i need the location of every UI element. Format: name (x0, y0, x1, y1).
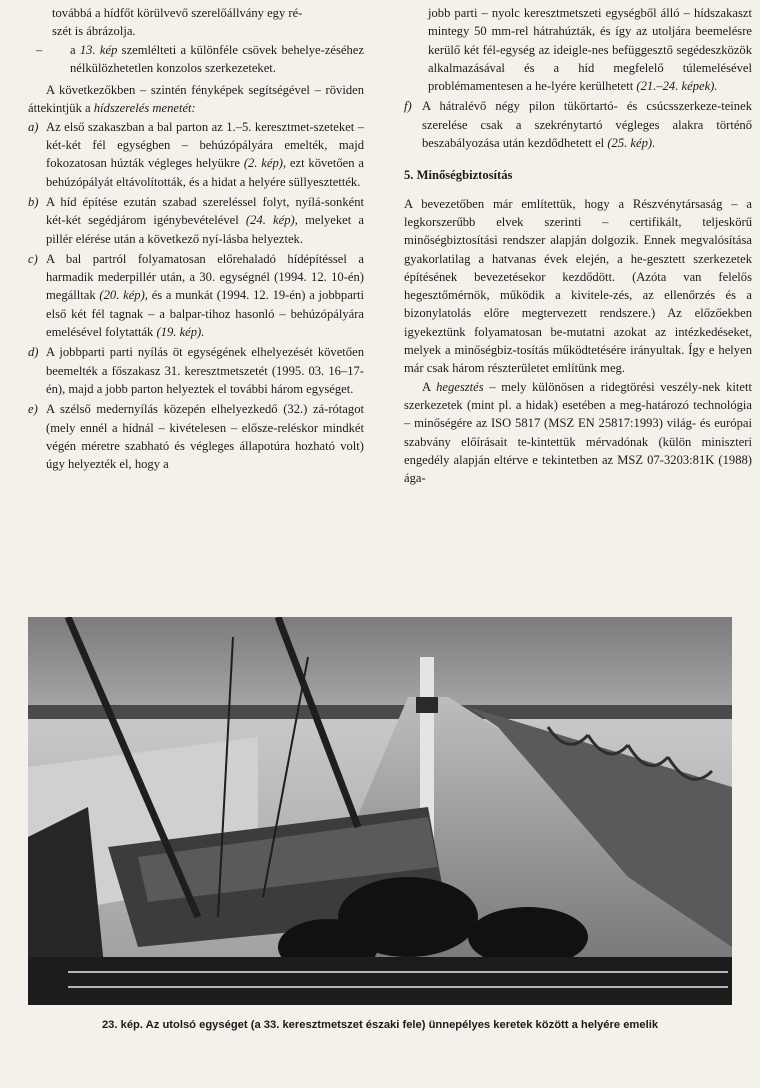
paragraph: A hegesztés – mely különösen a ridegtörési veszély-nek kitett szerkezetek (mint pl. a hidak) esetében a meg-határozó technológia – minőségére az ISO 5817 (MSZ EN 25817:1993) világ- és európai szabvány előírásait te-kintettük mérvadónak (külön miniszteri engedély alapján eltérve e tekintetben az MSZ 07-3203:81K (1988) ága- (404, 379, 752, 486)
list-item-c: c) A bal partról folyamatosan előrehaladó hídépítéssel a harmadik mederpillér után, a 30. egységnél (1994. 12. 10-én) megálltak (20. kép), és a munkát (1994. 12. 19-én) a jobbparti első két fél tagnak – a balpar-tihoz hasonló – behúzópályára emelésével folytatták (19. kép). (28, 251, 365, 340)
intro-paragraph: A következőkben – szintén fényképek segítségével – röviden áttekintjük a hídszerelés menetét: (28, 83, 364, 116)
text-line: szét is ábrázolja. (52, 24, 136, 39)
dash-item: – a 13. kép szemlélteti a különféle csövek behelye-zéséhez nélkülözhetetlen konzolos szerkezeteket. (36, 42, 364, 75)
paragraph: A bevezetőben már említettük, hogy a Részvénytársaság – a legkorszerűbb elvek szerinti – certifikált, teljeskörű minőségbiztosítási rendszer alapján dolgozik. Ennek megvalósítása gyakorlatilag a hatvanas évek elején, a he-gesztett szerkezetek építésének bevezetésekor kezdődött. (Azóta van felelős hegesztőmérnök, működik a kivitele-zés, az ellenőrzés és a bizonylatolás előre megtervezett rendszere.) Az előzőekben igyekeztünk folyamatosan be-mutatni azokat az intézkedéseket, melyek a minőségbiz-tosítás működtetésére irányultak. Így e helyen már csak három részterületet említünk meg. (404, 196, 752, 376)
left-column (28, 4, 364, 475)
list-item-e: e) A szélső medernyílás közepén elhelyezkedő (32.) zá-rótagot (mely ennél a hídnál – kivételesen – előszе-reléskor mindkét végén méretre szabható és végleges állapotúra hozható volt) úgy helyezték el, hogy a (28, 402, 364, 472)
list-item-a: a) Az első szakaszban a bal parton az 1.–5. keresztmet-szeteket – két-két fél egységben – behúzópályára emelték, majd fokozatosan húzták végleges helyükre (2. kép), ezt követően a behúzópályát eltávolították, és a hidat a helyére süllyesztették. (28, 119, 364, 189)
figure-ref: 13. kép (79, 42, 118, 57)
continued-paragraph: jobb parti – nyolc keresztmetszeti egységből álló – hídszakaszt mintegy 50 mm-rel hátrahúzták, és így az utoljára beemelésre kerülő két fél-egység az ideigle-nes befüggesztő segédeszközök alkalmazásával és a híd megfelelő túlemelésével problémamentesen a he-lyére kerülhetett (21.–24. képek). (428, 6, 752, 94)
list-item-f: f) A hátralévő négy pilon tükörtartó- és csúcsszerkeze-teinek szerelése csak a szekrénytartó végleges alakra történő beszabályozása után kezdődhetett el (25. kép). (404, 99, 752, 151)
bridge-photo (28, 617, 732, 1005)
right-column (404, 4, 752, 487)
text-line: továbbá a hídfőt körülvevő szerelőállvány egy ré- (52, 6, 303, 20)
figure-caption: 23. kép. Az utolsó egységet (a 33. keresztmetszet északi fele) ünnepélyes keretek között a helyére emelik (101, 1019, 659, 1031)
section-heading: 5. Minőségbiztosítás (404, 168, 513, 183)
list-item-b: b) A híd építése ezután szabad szereléssel folyt, nyílá-sonként két-két segédjárom igénybevételével (24. kép), melyeket a pillér elérése után a következő nyí-lásba helyeztek. (28, 194, 365, 246)
list-item-d: d) A jobbparti parti nyílás öt egységének elhelyezését követően beemelték a főszakasz 31. keresztmetszetét (1995. 03. 16–17-én), majd a jobb parton helyeztek el további három egységet. (28, 345, 364, 396)
